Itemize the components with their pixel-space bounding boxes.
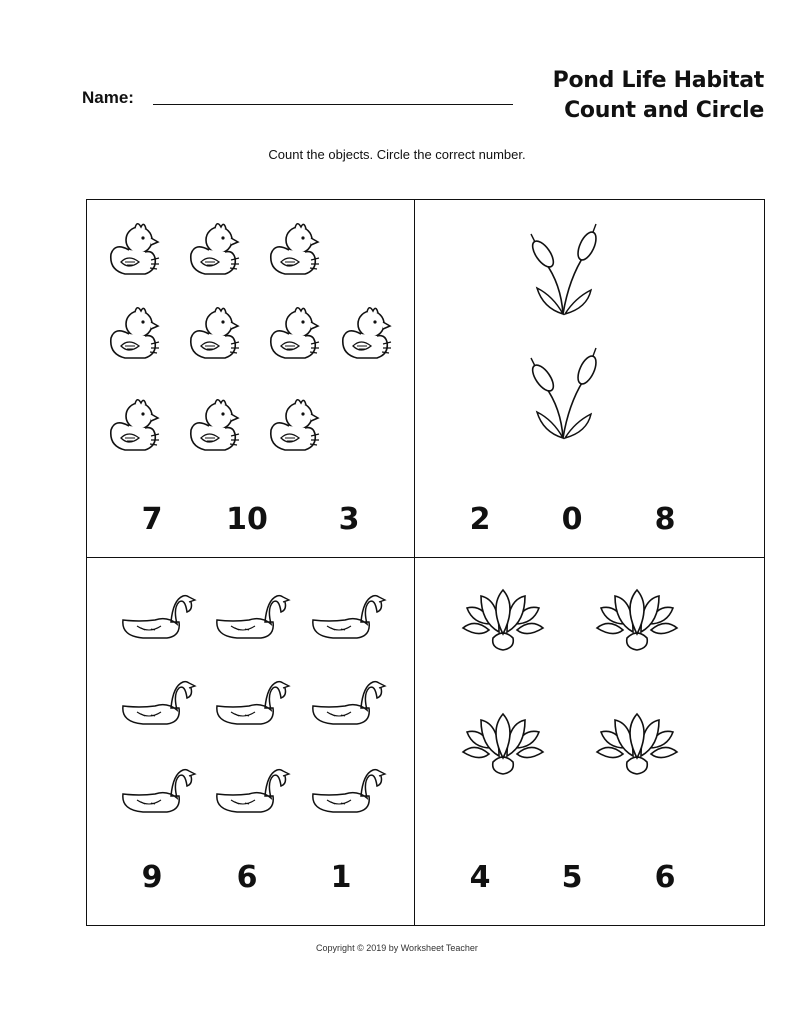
- name-write-line[interactable]: [153, 104, 513, 105]
- lotus-icon: [463, 590, 543, 650]
- answer-choice[interactable]: 10: [226, 502, 268, 537]
- swan-icon: [313, 596, 385, 638]
- duck-icon: [191, 224, 239, 274]
- swan-icon: [217, 682, 289, 724]
- answer-choice[interactable]: 6: [236, 860, 258, 895]
- answer-choice[interactable]: 3: [338, 502, 360, 537]
- swan-icon: [217, 770, 289, 812]
- duck-icon: [343, 308, 391, 358]
- answer-choice[interactable]: 0: [561, 502, 583, 537]
- swan-icon: [217, 596, 289, 638]
- swan-icon: [123, 770, 195, 812]
- swan-icon: [313, 770, 385, 812]
- title-line-1: Pond Life Habitat: [552, 68, 764, 93]
- copyright-footer: Copyright © 2019 by Worksheet Teacher: [316, 943, 478, 953]
- panel-cattails: [415, 200, 766, 557]
- duck-icon: [191, 308, 239, 358]
- answer-choice[interactable]: 1: [330, 860, 352, 895]
- swan-icon: [313, 682, 385, 724]
- title-line-2: Count and Circle: [564, 98, 764, 123]
- duck-icon: [111, 308, 159, 358]
- counting-grid: [86, 199, 765, 926]
- answer-choice[interactable]: 4: [469, 860, 491, 895]
- duck-icon: [191, 400, 239, 450]
- answer-choice[interactable]: 2: [469, 502, 491, 537]
- answer-choice[interactable]: 8: [654, 502, 676, 537]
- cattail-icon: [529, 224, 600, 314]
- name-label: Name:: [82, 88, 134, 107]
- lotus-icon: [597, 714, 677, 774]
- answer-choice[interactable]: 6: [654, 860, 676, 895]
- panel-ducks: [87, 200, 414, 557]
- panel-lotus: [415, 558, 766, 925]
- answer-choice[interactable]: 9: [141, 860, 163, 895]
- answer-choice[interactable]: 7: [141, 502, 163, 537]
- cattail-icon: [529, 348, 600, 438]
- panel-swans: [87, 558, 414, 925]
- lotus-icon: [597, 590, 677, 650]
- duck-icon: [111, 224, 159, 274]
- duck-icon: [111, 400, 159, 450]
- duck-icon: [271, 224, 319, 274]
- swan-icon: [123, 596, 195, 638]
- duck-icon: [271, 400, 319, 450]
- instructions: Count the objects. Circle the correct number.: [268, 147, 526, 162]
- lotus-icon: [463, 714, 543, 774]
- duck-icon: [271, 308, 319, 358]
- swan-icon: [123, 682, 195, 724]
- worksheet-title: [553, 66, 764, 126]
- answer-choice[interactable]: 5: [561, 860, 583, 895]
